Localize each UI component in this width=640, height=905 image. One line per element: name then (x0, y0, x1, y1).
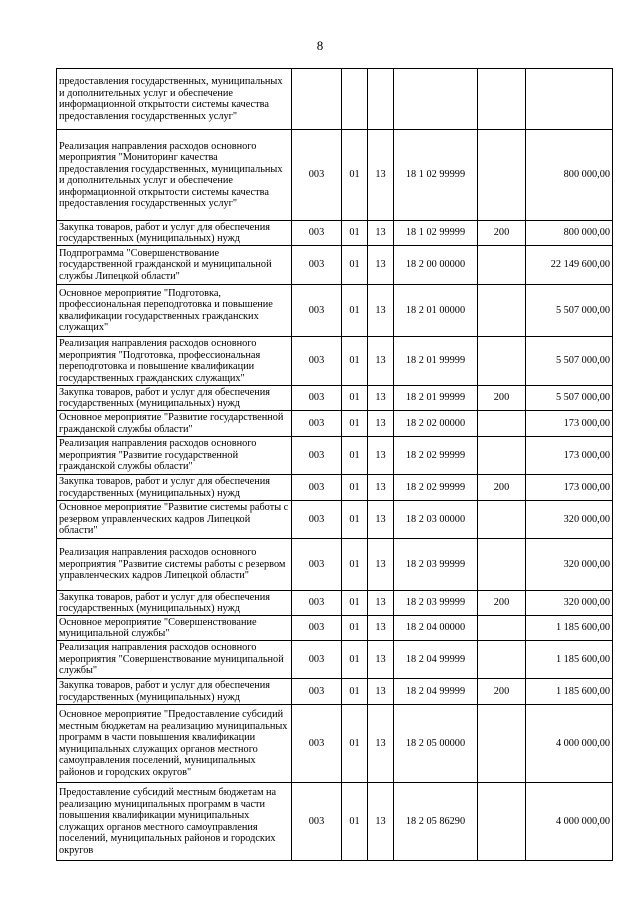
target-article: 18 2 03 00000 (394, 501, 478, 539)
expense-type (478, 337, 526, 386)
expense-type (478, 69, 526, 130)
row-name: Подпрограмма "Совершенствование государственной гражданской и муниципальной службы Липецкой области" (57, 246, 292, 285)
target-article (394, 69, 478, 130)
amount: 173 000,00 (526, 411, 613, 437)
amount: 4 000 000,00 (526, 705, 613, 783)
target-article: 18 1 02 99999 (394, 221, 478, 246)
section-code: 01 (342, 616, 368, 641)
subsection-code: 13 (368, 337, 394, 386)
ministry-code: 003 (292, 705, 342, 783)
amount: 4 000 000,00 (526, 783, 613, 861)
section-code: 01 (342, 591, 368, 616)
subsection-code (368, 69, 394, 130)
ministry-code: 003 (292, 616, 342, 641)
section-code: 01 (342, 285, 368, 337)
ministry-code: 003 (292, 386, 342, 411)
table-row (57, 641, 613, 679)
target-article: 18 2 00 00000 (394, 246, 478, 285)
expense-type (478, 411, 526, 437)
subsection-code: 13 (368, 641, 394, 679)
expense-type: 200 (478, 386, 526, 411)
table-row (57, 705, 613, 783)
ministry-code: 003 (292, 591, 342, 616)
expense-type: 200 (478, 591, 526, 616)
expense-type (478, 539, 526, 591)
ministry-code: 003 (292, 539, 342, 591)
amount: 5 507 000,00 (526, 386, 613, 411)
row-name: Реализация направления расходов основного мероприятия "Развитие государственной гражданской службы области" (57, 437, 292, 475)
amount (526, 69, 613, 130)
amount: 1 185 600,00 (526, 616, 613, 641)
row-name: Закупка товаров, работ и услуг для обеспечения государственных (муниципальных) нужд (57, 591, 292, 616)
section-code: 01 (342, 783, 368, 861)
target-article: 18 2 01 00000 (394, 285, 478, 337)
table-row (57, 337, 613, 386)
table-row (57, 501, 613, 539)
target-article: 18 2 03 99999 (394, 539, 478, 591)
section-code: 01 (342, 221, 368, 246)
subsection-code: 13 (368, 386, 394, 411)
subsection-code: 13 (368, 616, 394, 641)
table-row (57, 221, 613, 246)
subsection-code: 13 (368, 705, 394, 783)
expense-type (478, 783, 526, 861)
table-row (57, 69, 613, 130)
target-article: 18 2 02 99999 (394, 475, 478, 501)
amount: 320 000,00 (526, 539, 613, 591)
row-name: Реализация направления расходов основного мероприятия "Развитие системы работы с резервом управленческих кадров Липецкой области" (57, 539, 292, 591)
subsection-code: 13 (368, 221, 394, 246)
row-name: Закупка товаров, работ и услуг для обеспечения государственных (муниципальных) нужд (57, 221, 292, 246)
target-article: 18 2 04 00000 (394, 616, 478, 641)
ministry-code: 003 (292, 246, 342, 285)
row-name: Реализация направления расходов основного мероприятия "Совершенствование муниципальной службы" (57, 641, 292, 679)
ministry-code: 003 (292, 221, 342, 246)
subsection-code: 13 (368, 246, 394, 285)
ministry-code (292, 69, 342, 130)
expense-type (478, 705, 526, 783)
table-row (57, 386, 613, 411)
target-article: 18 1 02 99999 (394, 130, 478, 221)
section-code (342, 69, 368, 130)
ministry-code: 003 (292, 411, 342, 437)
ministry-code: 003 (292, 285, 342, 337)
amount: 5 507 000,00 (526, 285, 613, 337)
target-article: 18 2 01 99999 (394, 337, 478, 386)
ministry-code: 003 (292, 337, 342, 386)
target-article: 18 2 05 86290 (394, 783, 478, 861)
target-article: 18 2 01 99999 (394, 386, 478, 411)
row-name: Реализация направления расходов основного мероприятия "Мониторинг качества предоставления государственных, муниципальных и дополнительных услуг и обеспечение информационной открытости системы качества предоставления государственных услуг" (57, 130, 292, 221)
row-name: Основное мероприятие "Подготовка, профессиональная переподготовка и повышение квалификации государственных гражданских служащих" (57, 285, 292, 337)
subsection-code: 13 (368, 285, 394, 337)
table-row (57, 130, 613, 221)
row-name: Основное мероприятие "Развитие системы работы с резервом управленческих кадров Липецкой области" (57, 501, 292, 539)
amount: 173 000,00 (526, 437, 613, 475)
row-name: Основное мероприятие "Предоставление субсидий местным бюджетам на реализацию муниципальных программ в части повышения квалификации муниципальных служащих органов местного самоуправления поселений, муниципальных районов и городских округов" (57, 705, 292, 783)
section-code: 01 (342, 641, 368, 679)
section-code: 01 (342, 337, 368, 386)
row-name: Закупка товаров, работ и услуг для обеспечения государственных (муниципальных) нужд (57, 475, 292, 501)
expense-type (478, 130, 526, 221)
section-code: 01 (342, 130, 368, 221)
section-code: 01 (342, 475, 368, 501)
amount: 1 185 600,00 (526, 679, 613, 705)
ministry-code: 003 (292, 641, 342, 679)
amount: 800 000,00 (526, 130, 613, 221)
section-code: 01 (342, 679, 368, 705)
ministry-code: 003 (292, 501, 342, 539)
target-article: 18 2 04 99999 (394, 679, 478, 705)
expense-type (478, 246, 526, 285)
amount: 1 185 600,00 (526, 641, 613, 679)
subsection-code: 13 (368, 411, 394, 437)
amount: 22 149 600,00 (526, 246, 613, 285)
subsection-code: 13 (368, 783, 394, 861)
section-code: 01 (342, 501, 368, 539)
table-row (57, 783, 613, 861)
table-row (57, 437, 613, 475)
table-row (57, 679, 613, 705)
ministry-code: 003 (292, 679, 342, 705)
target-article: 18 2 04 99999 (394, 641, 478, 679)
target-article: 18 2 03 99999 (394, 591, 478, 616)
table-row (57, 539, 613, 591)
expense-type (478, 501, 526, 539)
section-code: 01 (342, 705, 368, 783)
amount: 5 507 000,00 (526, 337, 613, 386)
target-article: 18 2 05 00000 (394, 705, 478, 783)
row-name: Предоставление субсидий местным бюджетам на реализацию муниципальных программ в части повышения квалификации муниципальных служащих органов местного самоуправления поселений, муниципальных районов и городских округов (57, 783, 292, 861)
section-code: 01 (342, 539, 368, 591)
table-row (57, 475, 613, 501)
ministry-code: 003 (292, 783, 342, 861)
expense-type: 200 (478, 475, 526, 501)
subsection-code: 13 (368, 475, 394, 501)
amount: 173 000,00 (526, 475, 613, 501)
amount: 320 000,00 (526, 591, 613, 616)
table-row (57, 285, 613, 337)
table-row (57, 591, 613, 616)
table-row (57, 411, 613, 437)
row-name: Закупка товаров, работ и услуг для обеспечения государственных (муниципальных) нужд (57, 386, 292, 411)
amount: 800 000,00 (526, 221, 613, 246)
row-name: Основное мероприятие "Совершенствование муниципальной службы" (57, 616, 292, 641)
row-name: Закупка товаров, работ и услуг для обеспечения государственных (муниципальных) нужд (57, 679, 292, 705)
row-name: Реализация направления расходов основного мероприятия "Подготовка, профессиональная переподготовка и повышение квалификации государственных гражданских служащих" (57, 337, 292, 386)
section-code: 01 (342, 437, 368, 475)
section-code: 01 (342, 386, 368, 411)
amount: 320 000,00 (526, 501, 613, 539)
row-name: предоставления государственных, муниципальных и дополнительных услуг и обеспечение информационной открытости системы качества предоставления государственных услуг" (57, 69, 292, 130)
ministry-code: 003 (292, 130, 342, 221)
expense-type (478, 437, 526, 475)
target-article: 18 2 02 99999 (394, 437, 478, 475)
section-code: 01 (342, 246, 368, 285)
expense-type (478, 616, 526, 641)
table-row (57, 616, 613, 641)
table-row (57, 246, 613, 285)
expense-type: 200 (478, 221, 526, 246)
ministry-code: 003 (292, 437, 342, 475)
subsection-code: 13 (368, 501, 394, 539)
subsection-code: 13 (368, 437, 394, 475)
subsection-code: 13 (368, 130, 394, 221)
subsection-code: 13 (368, 591, 394, 616)
subsection-code: 13 (368, 539, 394, 591)
target-article: 18 2 02 00000 (394, 411, 478, 437)
section-code: 01 (342, 411, 368, 437)
expense-type: 200 (478, 679, 526, 705)
expense-type (478, 641, 526, 679)
subsection-code: 13 (368, 679, 394, 705)
page-number: 8 (316, 38, 324, 53)
ministry-code: 003 (292, 475, 342, 501)
expense-type (478, 285, 526, 337)
budget-table (56, 68, 613, 861)
row-name: Основное мероприятие "Развитие государственной гражданской службы области" (57, 411, 292, 437)
